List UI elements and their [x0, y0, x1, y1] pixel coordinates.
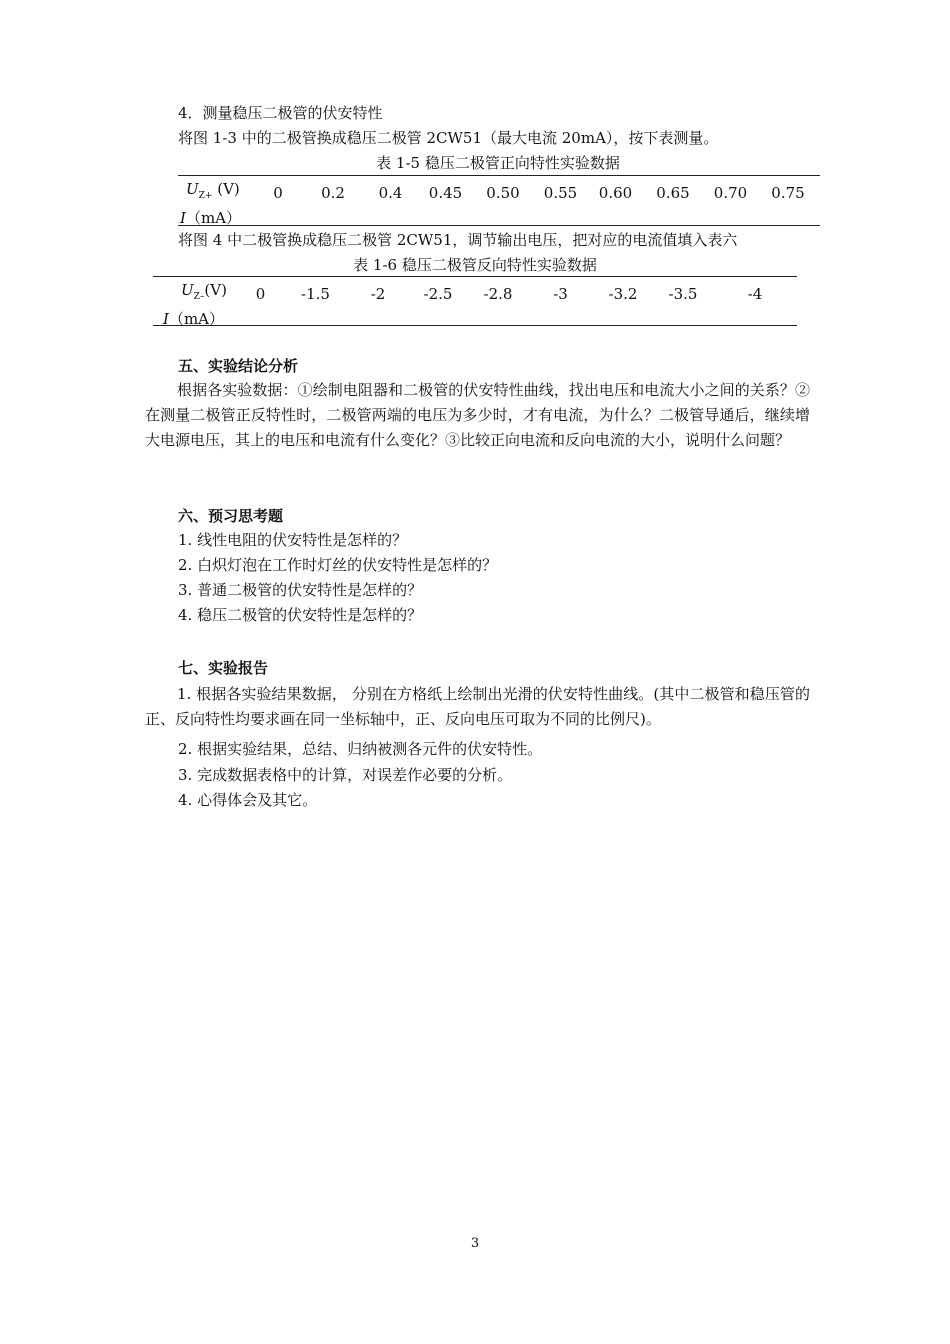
table1-cell: 0.75: [771, 183, 805, 202]
table1-forward-characteristics: [178, 178, 818, 229]
table1-voltage-label: [178, 178, 253, 207]
table2-voltage-row: [153, 279, 797, 308]
section7-heading: 七、实验报告: [178, 659, 269, 677]
table1-voltage-row: [178, 178, 818, 207]
table2-cell: -2: [370, 284, 386, 303]
table2-cell: -3.5: [668, 284, 698, 303]
table1-bottom-rule: [178, 225, 820, 226]
section5-heading: 五、实验结论分析: [178, 357, 299, 375]
table2-reverse-characteristics: [153, 279, 797, 330]
table2-cell: -1.5: [301, 284, 330, 303]
voltage-subscript: Z–: [193, 292, 205, 302]
section4-heading: 4．测量稳压二极管的伏安特性: [178, 104, 383, 122]
section7-item-1: 1. 根据各实验结果数据， 分别在方格纸上绘制出光滑的伏安特性曲线。(其中二极管和稳压管的正、反向特性均要求画在同一坐标轴中，正、反向电压可取为不同的比例尺)。: [145, 685, 810, 728]
current-symbol: I: [180, 209, 186, 227]
table1-caption: 表 1-5 稳压二极管正向特性实验数据: [376, 154, 620, 172]
voltage-unit: (V): [204, 281, 227, 299]
table2-voltage-label: [153, 279, 238, 308]
table1-cell: 0.65: [656, 183, 690, 202]
section6-item-4: 4. 稳压二极管的伏安特性是怎样的？: [178, 606, 423, 624]
table1-cell: 0.70: [713, 183, 748, 202]
table1-cell: 0: [273, 183, 283, 202]
table2-cell: 0: [255, 284, 266, 303]
table2-current-label: [153, 308, 238, 330]
table1-cell: 0.55: [543, 183, 578, 202]
section6-item-1: 1. 线性电阻的伏安特性是怎样的？: [178, 531, 408, 549]
section7-item-4: 4. 心得体会及其它。: [178, 791, 318, 809]
table2-top-rule: [153, 276, 797, 277]
table1-cell: 0.4: [378, 183, 403, 202]
table1-cell: 0.50: [486, 183, 520, 202]
current-unit: （mA）: [168, 310, 224, 328]
section6-heading: 六、预习思考题: [178, 507, 284, 525]
between-text: 将图 4 中二极管换成稳压二极管 2CW51，调节输出电压，把对应的电流值填入表六: [178, 231, 738, 249]
table2-bottom-rule: [153, 325, 797, 326]
section6-item-3: 3. 普通二极管的伏安特性是怎样的？: [178, 581, 423, 599]
table2-cell: -3: [553, 284, 568, 303]
voltage-unit: (V): [212, 180, 240, 198]
section5-body: 根据各实验数据：①绘制电阻器和二极管的伏安特性曲线，找出电压和电流大小之间的关系？②在测量二极管正反特性时，二极管两端的电压为多少时，才有电流，为什么？二极管导通后，继续增大电源电压，其上的电压和电流有什么变化？③比较正向电流和反向电流的大小，说明什么问题？: [145, 381, 810, 449]
current-symbol: I: [163, 310, 169, 328]
table1-cell: 0.60: [598, 183, 633, 202]
table1-top-rule: [178, 175, 820, 176]
current-unit: （mA）: [185, 209, 241, 227]
table1-cell: 0.45: [428, 183, 463, 202]
table2-cell: -3.2: [608, 284, 638, 303]
table1-cell: 0.2: [321, 183, 345, 202]
voltage-subscript: Z+: [198, 191, 213, 201]
section7-item-3: 3. 完成数据表格中的计算，对误差作必要的分析。: [178, 766, 513, 784]
section6-item-2: 2. 白炽灯泡在工作时灯丝的伏安特性是怎样的？: [178, 556, 498, 574]
table2-cell: -2.8: [483, 284, 513, 303]
voltage-symbol: U: [181, 281, 194, 299]
section7-item-2: 2. 根据实验结果，总结、归纳被测各元件的伏安特性。: [178, 740, 543, 758]
table2-current-row: [153, 308, 797, 330]
table2-cell: -4: [747, 284, 763, 303]
table2-caption: 表 1-6 稳压二极管反向特性实验数据: [353, 256, 597, 274]
voltage-symbol: U: [186, 180, 199, 198]
page-number: 3: [470, 1236, 480, 1251]
table2-cell: -2.5: [423, 284, 453, 303]
section4-intro: 将图 1-3 中的二极管换成稳压二极管 2CW51（最大电流 20mA），按下表测量。: [178, 129, 719, 147]
